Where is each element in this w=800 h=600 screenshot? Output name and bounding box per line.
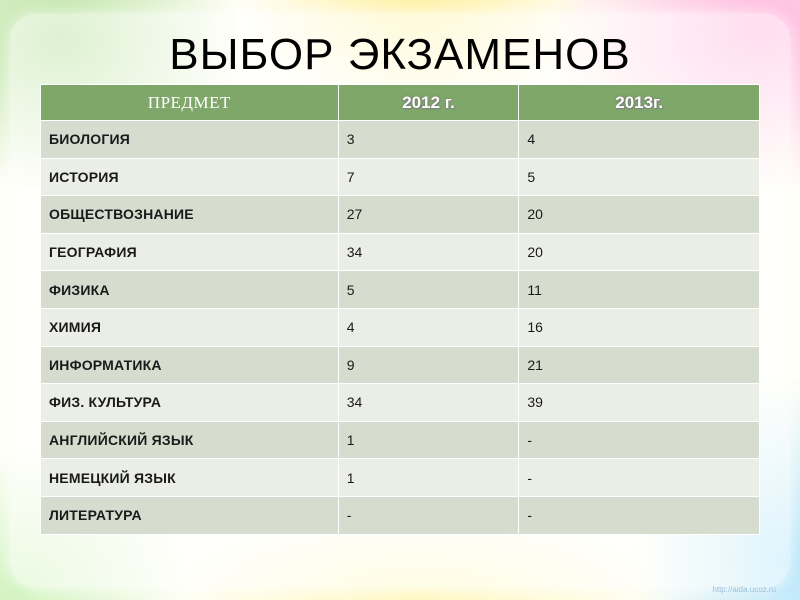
table-row (41, 121, 760, 159)
count-2013-cell: 5 (519, 158, 760, 196)
subject-cell: ФИЗ. КУЛЬТУРА (41, 384, 339, 422)
count-2012-cell: 4 (338, 308, 519, 346)
count-2013-cell: - (519, 421, 760, 459)
subject-cell: ИНФОРМАТИКА (41, 346, 339, 384)
subject-cell: АНГЛИЙСКИЙ ЯЗЫК (41, 421, 339, 459)
table-row (41, 196, 760, 234)
subject-cell: ЛИТЕРАТУРА (41, 496, 339, 534)
subject-cell: ГЕОГРАФИЯ (41, 233, 339, 271)
subject-cell: ХИМИЯ (41, 308, 339, 346)
table-header-row (41, 85, 760, 121)
count-2013-cell: - (519, 496, 760, 534)
count-2013-cell: 4 (519, 121, 760, 159)
slide-title: ВЫБОР ЭКЗАМЕНОВ (169, 30, 631, 79)
subject-cell: ФИЗИКА (41, 271, 339, 309)
table-row (41, 496, 760, 534)
header-2012: 2012 г. (338, 85, 519, 121)
header-2013: 2013г. (519, 85, 760, 121)
count-2012-cell: 3 (338, 121, 519, 159)
count-2012-cell: 1 (338, 459, 519, 497)
table-row (41, 271, 760, 309)
table-row (41, 346, 760, 384)
count-2012-cell: 27 (338, 196, 519, 234)
table-row (41, 384, 760, 422)
count-2013-cell: 11 (519, 271, 760, 309)
table-row (41, 421, 760, 459)
count-2013-cell: 20 (519, 196, 760, 234)
table-row (41, 233, 760, 271)
subject-cell: ИСТОРИЯ (41, 158, 339, 196)
count-2013-cell: 16 (519, 308, 760, 346)
table-row (41, 459, 760, 497)
subject-cell: НЕМЕЦКИЙ ЯЗЫК (41, 459, 339, 497)
count-2012-cell: 5 (338, 271, 519, 309)
count-2012-cell: - (338, 496, 519, 534)
subject-cell: БИОЛОГИЯ (41, 121, 339, 159)
count-2013-cell: 21 (519, 346, 760, 384)
count-2012-cell: 34 (338, 384, 519, 422)
footer-url: http://aida.ucoz.ru (712, 585, 776, 594)
exam-table (40, 84, 760, 535)
count-2013-cell: 39 (519, 384, 760, 422)
subject-cell: ОБЩЕСТВОЗНАНИЕ (41, 196, 339, 234)
count-2012-cell: 7 (338, 158, 519, 196)
count-2012-cell: 34 (338, 233, 519, 271)
count-2013-cell: - (519, 459, 760, 497)
table-row (41, 158, 760, 196)
count-2013-cell: 20 (519, 233, 760, 271)
count-2012-cell: 9 (338, 346, 519, 384)
header-subject: ПРЕДМЕТ (41, 85, 339, 121)
count-2012-cell: 1 (338, 421, 519, 459)
table-row (41, 308, 760, 346)
